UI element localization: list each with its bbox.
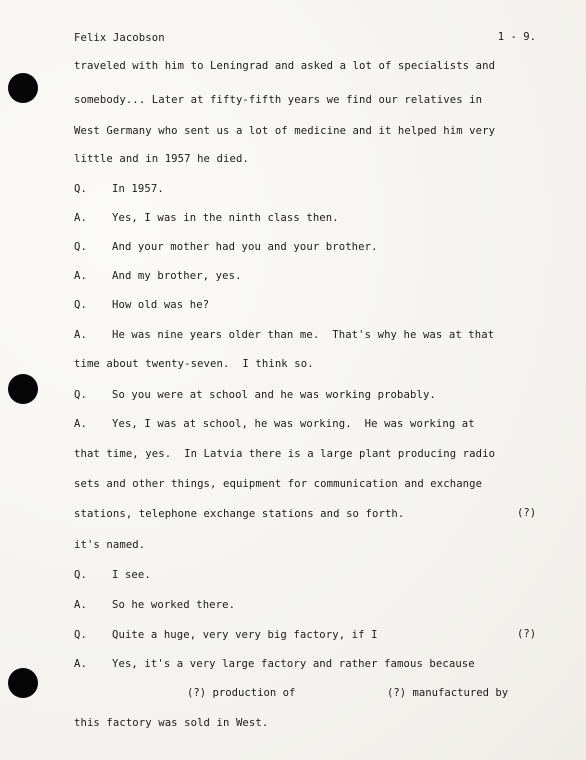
transcript-line [74,477,544,491]
line-text: that time, yes. In Latvia there is a large plant producing radio [74,448,496,460]
transcript-line [74,93,544,107]
transcript-line [74,59,544,73]
line-text: How old was he? [112,299,210,311]
line-text: Yes, I was in the ninth class then. [112,212,339,224]
header-name: Felix Jacobson [74,32,165,44]
line-text: So you were at school and he was working probably. [112,389,436,401]
line-text: this factory was sold in West. [74,717,269,729]
transcript-line [74,507,544,521]
uncertain-mark: (?) [517,507,537,519]
line-text: little and in 1957 he died. [74,153,249,165]
transcript-line [74,152,544,166]
speaker-label: A. [74,658,87,670]
line-text: He was nine years older than me. That's why he was at that [112,329,495,341]
punch-hole-middle [8,374,38,404]
speaker-label: A. [74,212,87,224]
transcript-line [74,538,544,552]
transcript-line [74,240,544,254]
transcript-line [74,388,544,402]
transcript-line [74,628,544,642]
line-text: Yes, it's a very large factory and rather famous because [112,658,475,670]
speaker-label: A. [74,599,87,611]
transcript-line [74,182,544,196]
speaker-label: A. [74,418,87,430]
transcript-line [74,298,544,312]
line-text: And your mother had you and your brother. [112,241,378,253]
speaker-label: Q. [74,241,87,253]
transcript-line [74,657,544,671]
speaker-label: Q. [74,389,87,401]
transcript-line [74,124,544,138]
uncertain-mark: (?) [517,628,537,640]
punch-hole-top [8,73,38,103]
speaker-label: A. [74,329,87,341]
line-text: stations, telephone exchange stations and so forth. [74,508,405,520]
transcript-line [74,598,544,612]
page-number: 1 - 9. [497,31,536,43]
transcript-line [74,269,544,283]
speaker-label: Q. [74,183,87,195]
speaker-label: A. [74,270,87,282]
speaker-label: Q. [74,569,87,581]
line-text: West Germany who sent us a lot of medicine and it helped him very [74,125,496,137]
line-text: And my brother, yes. [112,270,242,282]
punch-hole-bottom [8,668,38,698]
line-text: Quite a huge, very very big factory, if I [112,629,378,641]
line-text: Yes, I was at school, he was working. He was working at [112,418,475,430]
line-text: I see. [112,569,151,581]
line-text: time about twenty-seven. I think so. [74,358,314,370]
line-segment: (?) production of [187,687,296,699]
line-text: somebody... Later at fifty-fifth years we find our relatives in [74,94,483,106]
transcript-line [74,568,544,582]
transcript-line [74,211,544,225]
transcript-line [74,328,544,342]
speaker-label: Q. [74,299,87,311]
line-text: So he worked there. [112,599,236,611]
line-text: In 1957. [112,183,164,195]
speaker-label: Q. [74,629,87,641]
line-text: sets and other things, equipment for communication and exchange [74,478,483,490]
transcript-line [74,417,544,431]
line-text: it's named. [74,539,146,551]
transcript-line [74,447,544,461]
line-segment: (?) manufactured by [387,687,509,699]
line-text: traveled with him to Leningrad and asked a lot of specialists and [74,60,496,72]
transcript-line [74,716,544,730]
transcript-line [74,357,544,371]
